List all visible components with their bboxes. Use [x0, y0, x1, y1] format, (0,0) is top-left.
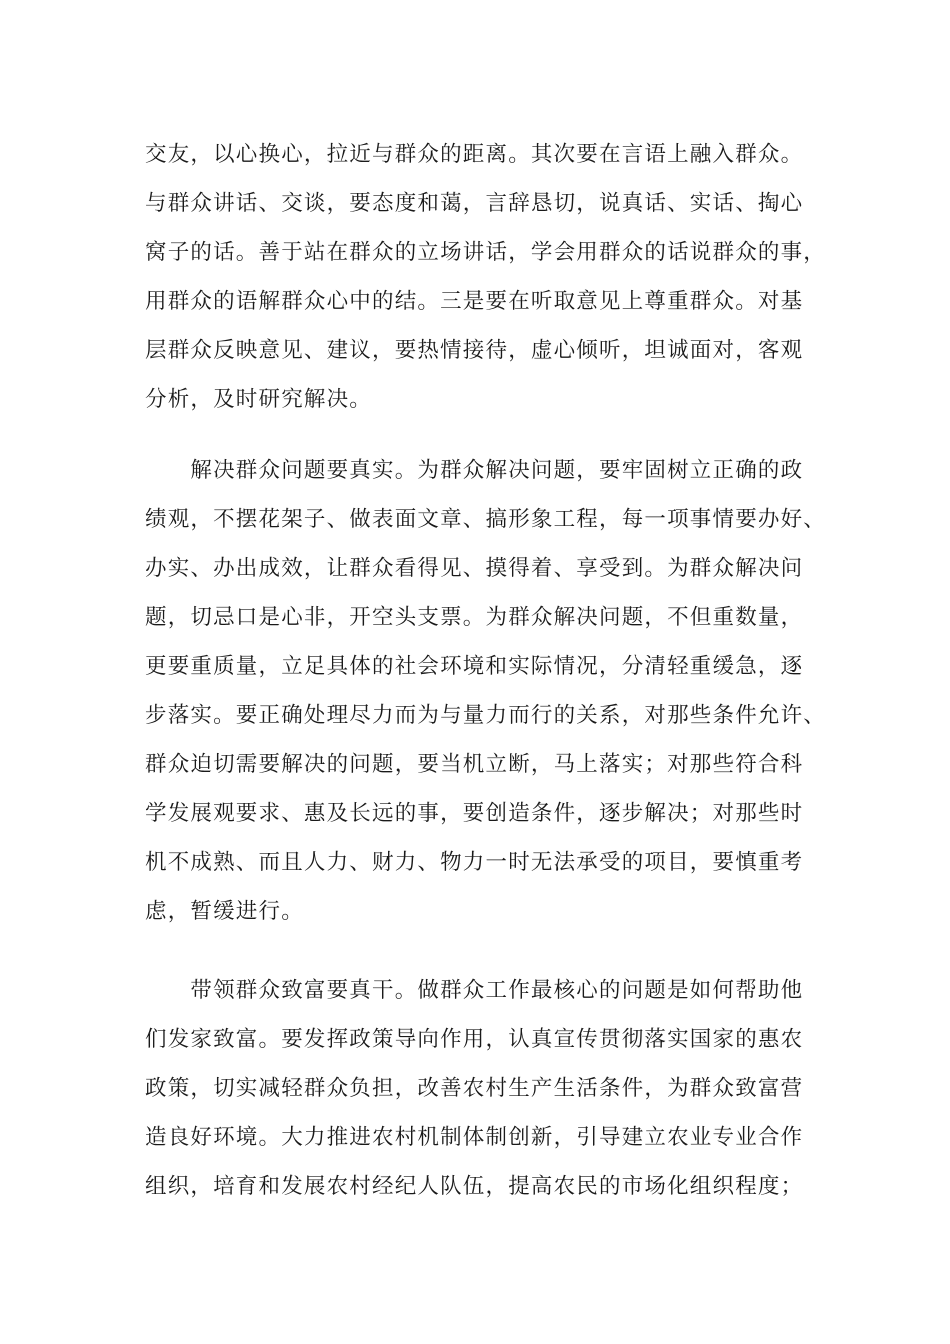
text-line: 办实、办出成效，让群众看得见、摸得着、享受到。为群众解决问	[145, 556, 804, 581]
text-line: 机不成熟、而且人力、财力、物力一时无法承受的项目，要慎重考	[145, 850, 804, 875]
text-line: 用群众的语解群众心中的结。三是要在听取意见上尊重群众。对基	[145, 289, 804, 314]
text-line: 与群众讲话、交谈，要态度和蔼，言辞恳切，说真话、实话、掏心	[145, 191, 804, 216]
text-line: 分析，及时研究解决。	[145, 387, 373, 412]
text-line: 解决群众问题要真实。为群众解决问题，要牢固树立正确的政	[145, 458, 804, 483]
paragraph-2	[145, 446, 827, 936]
paragraph-1	[145, 130, 827, 424]
text-line: 造良好环境。大力推进农村机制体制创新，引导建立农业专业合作	[145, 1125, 804, 1150]
text-line: 层群众反映意见、建议，要热情接待，虚心倾听，坦诚面对，客观	[145, 338, 804, 363]
text-line: 政策，切实减轻群众负担，改善农村生产生活条件，为群众致富营	[145, 1076, 804, 1101]
text-line: 更要重质量，立足具体的社会环境和实际情况，分清轻重缓急，逐	[145, 654, 804, 679]
text-line: 题，切忌口是心非，开空头支票。为群众解决问题，不但重数量，	[145, 605, 804, 630]
paragraph-3	[145, 966, 815, 1211]
text-line: 群众迫切需要解决的问题，要当机立断，马上落实；对那些符合科	[145, 752, 804, 777]
text-line: 绩观，不摆花架子、做表面文章、搞形象工程，每一项事情要办好、	[145, 507, 827, 532]
text-line: 学发展观要求、惠及长远的事，要创造条件，逐步解决；对那些时	[145, 801, 804, 826]
text-line: 虑，暂缓进行。	[145, 899, 304, 924]
text-line: 带领群众致富要真干。做群众工作最核心的问题是如何帮助他	[145, 978, 804, 1003]
text-line: 步落实。要正确处理尽力而为与量力而行的关系，对那些条件允许、	[145, 703, 827, 728]
text-line: 们发家致富。要发挥政策导向作用，认真宣传贯彻落实国家的惠农	[145, 1027, 804, 1052]
text-line: 组织，培育和发展农村经纪人队伍，提高农民的市场化组织程度；	[145, 1174, 804, 1199]
text-line: 交友，以心换心，拉近与群众的距离。其次要在言语上融入群众。	[145, 142, 804, 167]
text-line: 窝子的话。善于站在群众的立场讲话，学会用群众的话说群众的事，	[145, 240, 827, 265]
